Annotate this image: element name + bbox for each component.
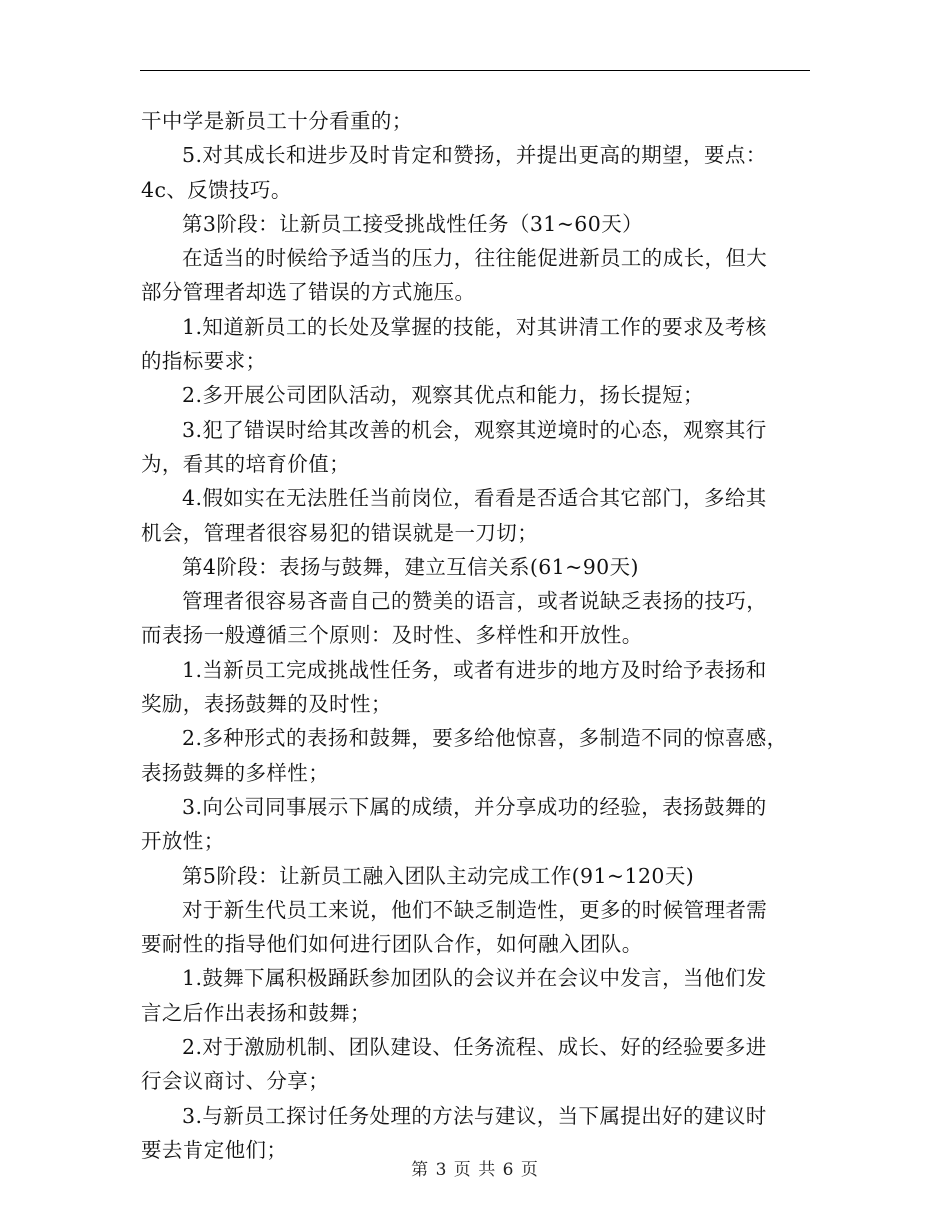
list-item-4: 4.假如实在无法胜任当前岗位，看看是否适合其它部门，多给其 (182, 486, 767, 511)
stage-3-heading: 第3阶段：让新员工接受挑战性任务（31~60天） (182, 211, 643, 236)
stage-4-heading: 第4阶段：表扬与鼓舞，建立互信关系(61~90天) (182, 554, 639, 579)
paragraph-line: 管理者很容易吝啬自己的赞美的语言，或者说缺乏表扬的技巧， (182, 589, 768, 614)
list-item-1: 1.知道新员工的长处及掌握的技能，对其讲清工作的要求及考核 (182, 314, 767, 339)
page-number-footer: 第 3 页 共 6 页 (411, 1160, 539, 1180)
text-line-continuation: 表扬鼓舞的多样性； (141, 760, 330, 785)
list-item-2: 2.多种形式的表扬和鼓舞，要多给他惊喜，多制造不同的惊喜感， (182, 726, 788, 751)
text-line-continuation: 要耐性的指导他们如何进行团队合作，如何融入团队。 (141, 932, 643, 957)
stage-5-heading: 第5阶段：让新员工融入团队主动完成工作(91~120天) (182, 863, 695, 888)
list-item-1: 1.鼓舞下属积极踊跃参加团队的会议并在会议中发言，当他们发 (182, 966, 767, 991)
list-item-3: 3.与新员工探讨任务处理的方法与建议，当下属提出好的建议时 (182, 1103, 767, 1128)
text-line-continuation: 4c、反馈技巧。 (141, 177, 292, 202)
list-item-2: 2.多开展公司团队活动，观察其优点和能力，扬长提短； (182, 383, 704, 408)
list-item-3: 3.犯了错误时给其改善的机会，观察其逆境时的心态，观察其行 (182, 417, 767, 442)
text-line-continuation: 部分管理者却选了错误的方式施压。 (141, 280, 476, 305)
paragraph-line: 对于新生代员工来说，他们不缺乏制造性，更多的时候管理者需 (182, 897, 768, 922)
text-line-continuation: 开放性； (141, 829, 225, 854)
document-body (141, 104, 809, 1167)
text-line-continuation: 的指标要求； (141, 349, 267, 374)
text-line-continuation: 为，看其的培育价值； (141, 451, 350, 476)
text-line-continuation: 干中学是新员工十分看重的； (141, 109, 413, 133)
text-line-continuation: 行会议商讨、分享； (141, 1069, 330, 1094)
list-item-5: 5.对其成长和进步及时肯定和赞扬，并提出更高的期望，要点： (182, 143, 767, 168)
text-line-continuation: 机会，管理者很容易犯的错误就是一刀切； (141, 520, 539, 545)
list-item-2: 2.对于激励机制、团队建设、任务流程、成长、好的经验要多进 (182, 1035, 767, 1060)
text-line-continuation: 要去肯定他们； (141, 1137, 288, 1162)
text-line-continuation: 奖励，表扬鼓舞的及时性； (141, 692, 392, 717)
text-line-continuation: 而表扬一般遵循三个原则：及时性、多样性和开放性。 (141, 623, 643, 648)
paragraph-line: 在适当的时候给予适当的压力，往往能促进新员工的成长，但大 (182, 246, 768, 271)
list-item-1: 1.当新员工完成挑战性任务，或者有进步的地方及时给予表扬和 (182, 657, 767, 682)
list-item-3: 3.向公司同事展示下属的成绩，并分享成功的经验，表扬鼓舞的 (182, 794, 767, 819)
header-rule (140, 70, 810, 71)
text-line-continuation: 言之后作出表扬和鼓舞； (141, 1000, 371, 1025)
